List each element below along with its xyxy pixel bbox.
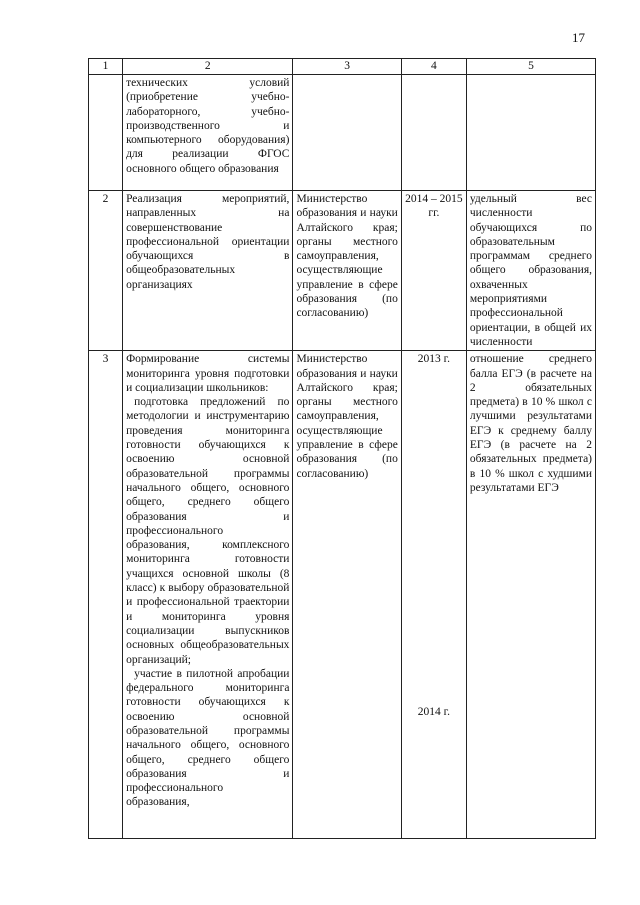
column-header: 3: [293, 59, 401, 75]
table-row: [89, 75, 596, 191]
row-number: 2: [89, 191, 123, 351]
period-value: 2013 г.: [417, 353, 450, 366]
measures-table: [88, 58, 596, 839]
table-header-row: [89, 59, 596, 75]
period-cell: [401, 75, 466, 191]
row-number: [89, 75, 123, 191]
column-header: 5: [466, 59, 595, 75]
page-number: 17: [572, 30, 585, 45]
measure-intro: Формирование системы мониторинга уровня подготовки и социализации школьников:: [126, 353, 290, 394]
column-header: 1: [89, 59, 123, 75]
row-number: 3: [89, 351, 123, 839]
executor-cell: Министерство образования и науки Алтайского края; органы местного самоуправления, осуществляющие управление в сфере образования (по согласованию): [293, 191, 401, 351]
measure-paragraph: участие в пилотной апробации федерального мониторинга готовности обучающихся к освоению основной образовательной программы начального общего, основного общего, среднего общего образования и профессионального образования,: [126, 667, 290, 809]
executor-cell: Министерство образования и науки Алтайского края; органы местного самоуправления, осуществляющие управление в сфере образования (по согласованию): [293, 351, 401, 839]
indicator-cell: удельный вес численности обучающихся по образовательным программам среднего общего образования, охваченных мероприятиями профессиональной ориентации, в общей их численности: [466, 191, 595, 351]
period-cell: [401, 351, 466, 839]
executor-cell: [293, 75, 401, 191]
period-value: 2014 г.: [417, 705, 450, 718]
measure-paragraph: подготовка предложений по методологии и инструментарию проведения мониторинга готовности обучающихся к освоению основной образовательной программы начального общего, основного общего, среднего общего образования и профессионального образования, комплексного мониторинга готовности учащихся основной школы (8 класс) к выбору образовательной и профессиональной траектории и мониторинга уровня социализации выпускников основных общеобразовательных организаций;: [126, 396, 290, 666]
period-cell: 2014 – 2015 гг.: [401, 191, 466, 351]
indicator-cell: отношение среднего балла ЕГЭ (в расчете на 2 обязательных предмета) в 10 % школ с лучшими результатами ЕГЭ к среднему баллу ЕГЭ (в расчете на 2 обязательных предмета) в 10 % школ с худшими результатами ЕГЭ: [466, 351, 595, 839]
table-row: [89, 191, 596, 351]
table-row: [89, 351, 596, 839]
measure-cell: [123, 351, 293, 839]
measure-cell: технических условий (приобретение учебно-лабораторного, учебно-производственного и компьютерного оборудования) для реализации ФГОС основного общего образования: [123, 75, 293, 191]
indicator-cell: [466, 75, 595, 191]
measure-cell: Реализация мероприятий, направленных на совершенствование профессиональной ориентации обучающихся в общеобразовательных организациях: [123, 191, 293, 351]
column-header: 2: [123, 59, 293, 75]
column-header: 4: [401, 59, 466, 75]
